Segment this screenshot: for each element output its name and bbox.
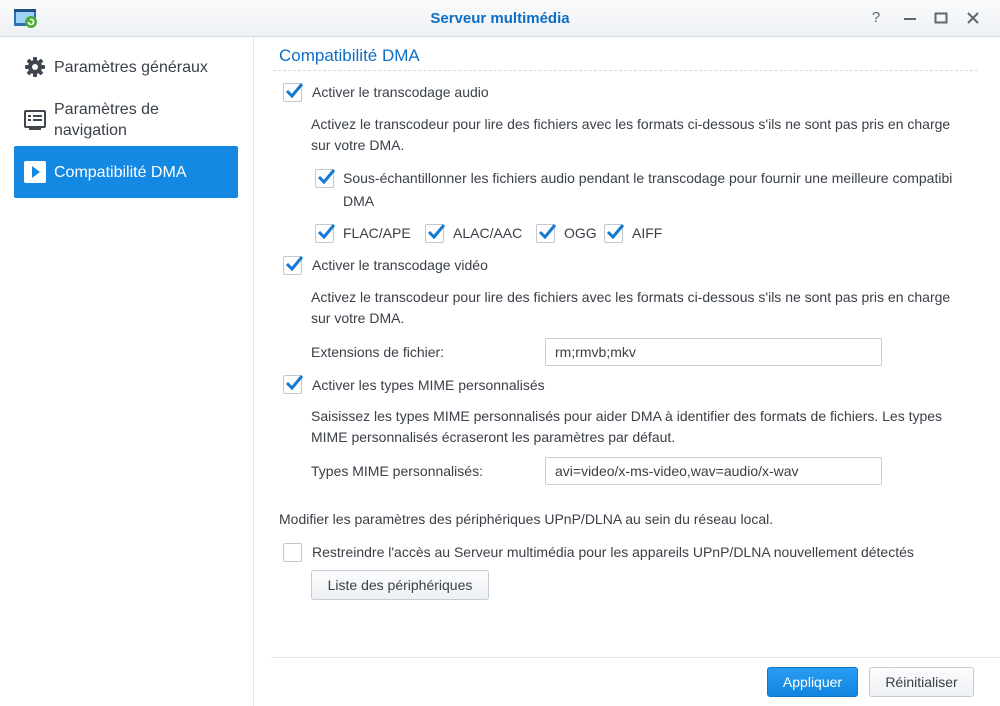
video-transcoding-checkbox[interactable] xyxy=(283,256,302,275)
checkmark-icon xyxy=(604,222,626,242)
main-content xyxy=(255,37,1000,706)
close-icon xyxy=(964,9,982,27)
custom-mime-label: Activer les types MIME personnalisés xyxy=(312,377,545,393)
list-icon xyxy=(24,109,46,131)
video-description-line2: sur votre DMA. xyxy=(311,310,405,326)
sidebar-item-label: Paramètres généraux xyxy=(54,59,208,76)
device-list-button[interactable]: Liste des périphériques xyxy=(311,570,489,600)
mime-description-line2: MIME personnalisés écraseront les paramètres par défaut. xyxy=(311,429,676,445)
file-extensions-label: Extensions de fichier: xyxy=(311,344,445,360)
sidebar-item-dma-compatibility[interactable] xyxy=(14,146,238,198)
downsample-audio-checkbox[interactable] xyxy=(315,169,334,188)
file-extensions-input[interactable] xyxy=(545,338,882,366)
restrict-access-checkbox[interactable] xyxy=(283,543,302,562)
title-bar xyxy=(0,0,1000,37)
checkmark-icon xyxy=(536,222,558,242)
format-checkbox-flac-ape[interactable] xyxy=(315,224,334,243)
checkmark-icon xyxy=(315,167,337,187)
format-checkbox-alac-aac[interactable] xyxy=(425,224,444,243)
section-title: Compatibilité DMA xyxy=(279,46,420,65)
custom-mime-types-input[interactable] xyxy=(545,457,882,485)
window-title: Serveur multimédia xyxy=(430,10,570,27)
format-checkbox-ogg[interactable] xyxy=(536,224,555,243)
sidebar-item-label: Compatibilité DMA xyxy=(54,164,187,181)
sidebar-item-general-settings[interactable] xyxy=(14,51,238,83)
format-label-alac-aac: ALAC/AAC xyxy=(453,225,523,241)
help-button[interactable] xyxy=(867,9,885,27)
format-checkbox-aiff[interactable] xyxy=(604,224,623,243)
checkmark-icon xyxy=(283,373,305,393)
video-description-line1: Activez le transcodeur pour lire des fichiers avec les formats ci-dessous s'ils ne sont pas pris en charge xyxy=(311,289,951,305)
close-button[interactable] xyxy=(964,9,982,27)
checkmark-icon xyxy=(283,254,305,274)
audio-description-line2: sur votre DMA. xyxy=(311,137,405,153)
checkmark-icon xyxy=(315,222,337,242)
gear-icon xyxy=(24,56,46,78)
audio-transcoding-label: Activer le transcodage audio xyxy=(312,84,489,100)
checkmark-icon xyxy=(283,81,305,101)
help-icon: ? xyxy=(871,9,881,26)
sidebar-item-label-line1: Paramètres de xyxy=(54,101,159,118)
apply-button[interactable]: Appliquer xyxy=(767,667,858,697)
sidebar-item-navigation-settings[interactable] xyxy=(14,97,238,143)
sidebar xyxy=(0,37,254,706)
maximize-button[interactable] xyxy=(932,9,950,27)
restrict-access-label: Restreindre l'accès au Serveur multimédia pour les appareils UPnP/DLNA nouvellement détectés xyxy=(312,544,914,560)
downsample-audio-label-line2: DMA xyxy=(343,193,375,209)
format-label-aiff: AIFF xyxy=(632,225,663,241)
minimize-icon xyxy=(901,9,919,27)
reset-button[interactable]: Réinitialiser xyxy=(869,667,974,697)
audio-transcoding-checkbox[interactable] xyxy=(283,83,302,102)
upnp-description: Modifier les paramètres des périphériques UPnP/DLNA au sein du réseau local. xyxy=(279,511,774,527)
section-divider xyxy=(273,70,978,71)
minimize-button[interactable] xyxy=(901,9,919,27)
footer-divider xyxy=(271,657,1000,658)
format-label-ogg: OGG xyxy=(564,225,597,241)
format-label-flac-ape: FLAC/APE xyxy=(343,225,411,241)
audio-description-line1: Activez le transcodeur pour lire des fichiers avec les formats ci-dessous s'ils ne sont pas pris en charge xyxy=(311,116,951,132)
maximize-icon xyxy=(932,9,950,27)
sidebar-item-label-line2: navigation xyxy=(54,122,127,139)
custom-mime-types-label: Types MIME personnalisés: xyxy=(311,463,483,479)
mime-description-line1: Saisissez les types MIME personnalisés pour aider DMA à identifier des formats de fichiers. Les types xyxy=(311,408,943,424)
custom-mime-checkbox[interactable] xyxy=(283,375,302,394)
downsample-audio-label-line1: Sous-échantillonner les fichiers audio pendant le transcodage pour fournir une meilleure compatibi xyxy=(343,170,953,186)
video-transcoding-label: Activer le transcodage vidéo xyxy=(312,257,488,273)
play-icon xyxy=(24,161,46,183)
checkmark-icon xyxy=(425,222,447,242)
